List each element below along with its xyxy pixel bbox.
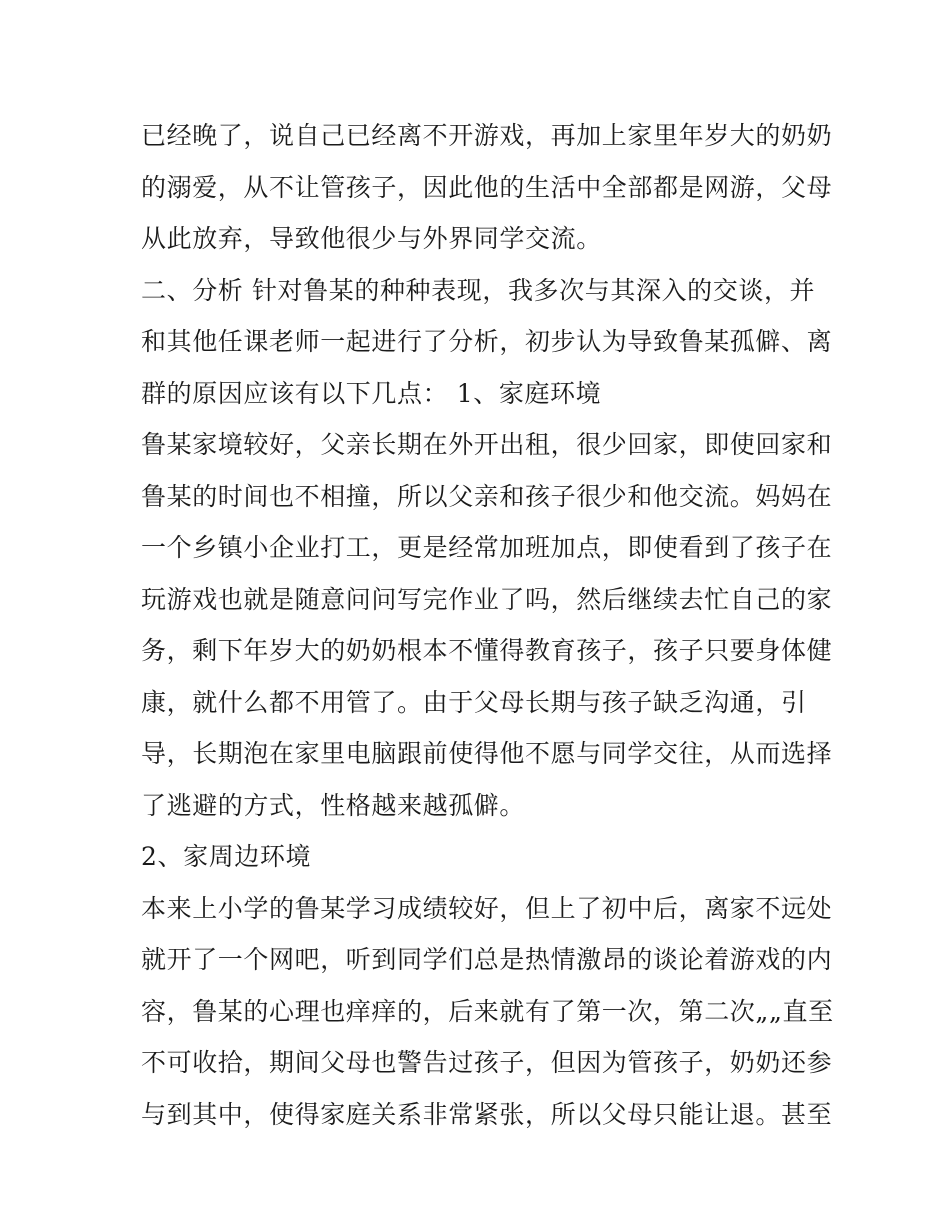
text-line: 了逃避的方式，性格越来越孤僻。 [141,790,526,820]
text-line: 就开了一个网吧，听到同学们总是热情激昂的谈论着游戏的内 [141,945,833,974]
text-line: 鲁某的时间也不相撞，所以父亲和孩子很少和他交流。妈妈在 [141,481,833,511]
text-line: 已经晚了，说自己已经离不开游戏，再加上家里年岁大的奶奶 [141,121,833,150]
text-line: 康，就什么都不用管了。由于父母长期与孩子缺乏沟通，引 [141,687,807,717]
text-line: 从此放弃，导致他很少与外界同学交流。 [141,224,602,253]
text-line: 玩游戏也就是随意问问写完作业了吗，然后继续去忙自己的家 [141,584,833,614]
text-line: 二、分析 针对鲁某的种种表现，我多次与其深入的交谈，并 [141,275,816,305]
text-line: 容，鲁某的心理也痒痒的，后来就有了第一次，第二次„„直至 [141,996,834,1026]
text-line: 鲁某家境较好，父亲长期在外开出租，很少回家，即使回家和 [141,430,833,459]
body-text [141,110,834,1140]
text-line: 导，长期泡在家里电脑跟前使得他不愿与同学交往，从而选择 [141,739,833,768]
text-line: 本来上小学的鲁某学习成绩较好，但上了初中后，离家不远处 [141,893,833,923]
text-line: 务，剩下年岁大的奶奶根本不懂得教育孩子，孩子只要身体健 [141,636,833,665]
text-line: 和其他任课老师一起进行了分析，初步认为导致鲁某孤僻、离 [141,327,833,356]
text-line: 不可收拾，期间父母也警告过孩子，但因为管孩子，奶奶还参 [141,1048,833,1077]
section-heading: 2、家周边环境 [141,842,312,871]
text-line: 与到其中，使得家庭关系非常紧张，所以父母只能让退。甚至 [141,1099,833,1129]
text-line: 的溺爱，从不让管孩子，因此他的生活中全部都是网游，父母 [141,172,833,202]
text-line: 一个乡镇小企业打工，更是经常加班加点，即使看到了孩子在 [141,533,833,562]
text-line: 群的原因应该有以下几点： 1、家庭环境 [141,378,602,408]
